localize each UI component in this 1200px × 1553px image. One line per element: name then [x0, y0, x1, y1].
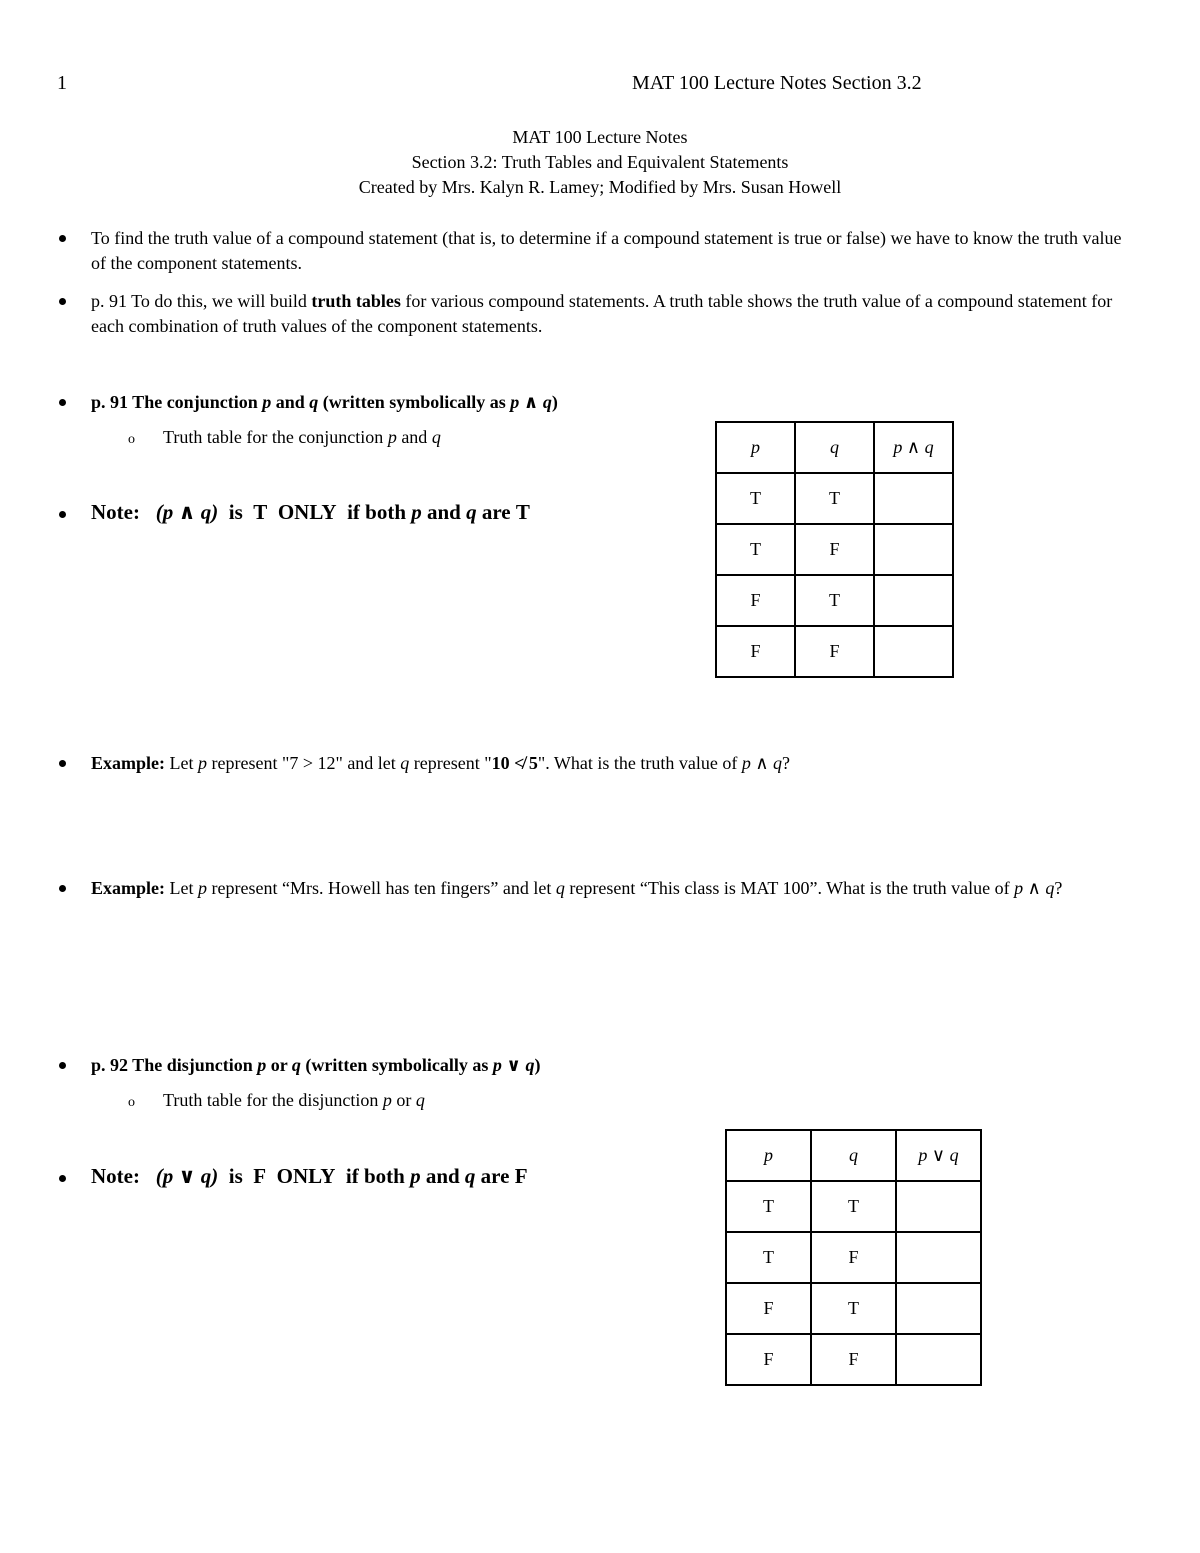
doc-subtitle: Section 3.2: Truth Tables and Equivalent Statements	[411, 152, 789, 172]
intro-paragraph-1: To find the truth value of a compound statement (that is, to determine if a compound statement is true or false) we have to know the truth value of the component statements.	[91, 228, 1122, 273]
bullet-icon	[59, 1175, 66, 1182]
table-row: T T	[726, 1181, 981, 1232]
answer-cell	[896, 1334, 981, 1385]
doc-author-line: Created by Mrs. Kalyn R. Lamey; Modified by Mrs. Susan Howell	[358, 177, 842, 197]
answer-cell	[896, 1283, 981, 1334]
table-row: F T	[726, 1283, 981, 1334]
bullet-icon	[59, 235, 66, 242]
conjunction-truth-table	[715, 421, 954, 678]
running-head: MAT 100 Lecture Notes Section 3.2	[632, 72, 922, 94]
bullet-icon	[59, 885, 66, 892]
answer-cell	[896, 1181, 981, 1232]
answer-cell	[874, 575, 953, 626]
bullet-icon	[59, 1062, 66, 1069]
answer-cell	[874, 473, 953, 524]
conjunction-table-caption: Truth table for the conjunction p and q	[163, 427, 441, 447]
table-row: F F	[716, 626, 953, 677]
page-number: 1	[57, 72, 67, 94]
doc-title: MAT 100 Lecture Notes	[512, 127, 688, 147]
table-header-row: p q p ∨ q	[726, 1130, 981, 1181]
bullet-icon	[59, 511, 66, 518]
table-row: F T	[716, 575, 953, 626]
disjunction-note: Note: (p ∨ q) is F ONLY if both p and q are F	[91, 1164, 528, 1188]
table-row: T F	[726, 1232, 981, 1283]
bullet-icon	[59, 399, 66, 406]
disjunction-truth-table	[725, 1129, 982, 1386]
sub-bullet-icon: o	[128, 1095, 135, 1110]
answer-cell	[874, 626, 953, 677]
conjunction-heading: p. 91 The conjunction p and q (written symbolically as p ∧ q)	[91, 392, 558, 412]
table-row: T F	[716, 524, 953, 575]
disjunction-heading: p. 92 The disjunction p or q (written symbolically as p ∨ q)	[91, 1055, 541, 1075]
table-row: F F	[726, 1334, 981, 1385]
conjunction-note: Note: (p ∧ q) is T ONLY if both p and q are T	[91, 500, 530, 524]
bullet-icon	[59, 298, 66, 305]
disjunction-table-caption: Truth table for the disjunction p or q	[163, 1090, 425, 1110]
intro-paragraph-2: p. 91 To do this, we will build truth tables for various compound statements. A truth table shows the truth value of a compound statement for each combination of truth values of the component statements.	[91, 291, 1113, 336]
example-1: Example: Let p represent "7 > 12" and let q represent "10 ≮ 5". What is the truth value of p ∧ q?	[91, 753, 791, 773]
term-truth-tables: truth tables	[311, 291, 401, 311]
table-row: T T	[716, 473, 953, 524]
answer-cell	[874, 524, 953, 575]
answer-cell	[896, 1232, 981, 1283]
table-header-row: p q p ∧ q	[716, 422, 953, 473]
example-2: Example: Let p represent “Mrs. Howell has ten fingers” and let q represent “This class is MAT 100”. What is the truth value of p ∧ q?	[91, 878, 1063, 898]
sub-bullet-icon: o	[128, 432, 135, 447]
bullet-icon	[59, 760, 66, 767]
